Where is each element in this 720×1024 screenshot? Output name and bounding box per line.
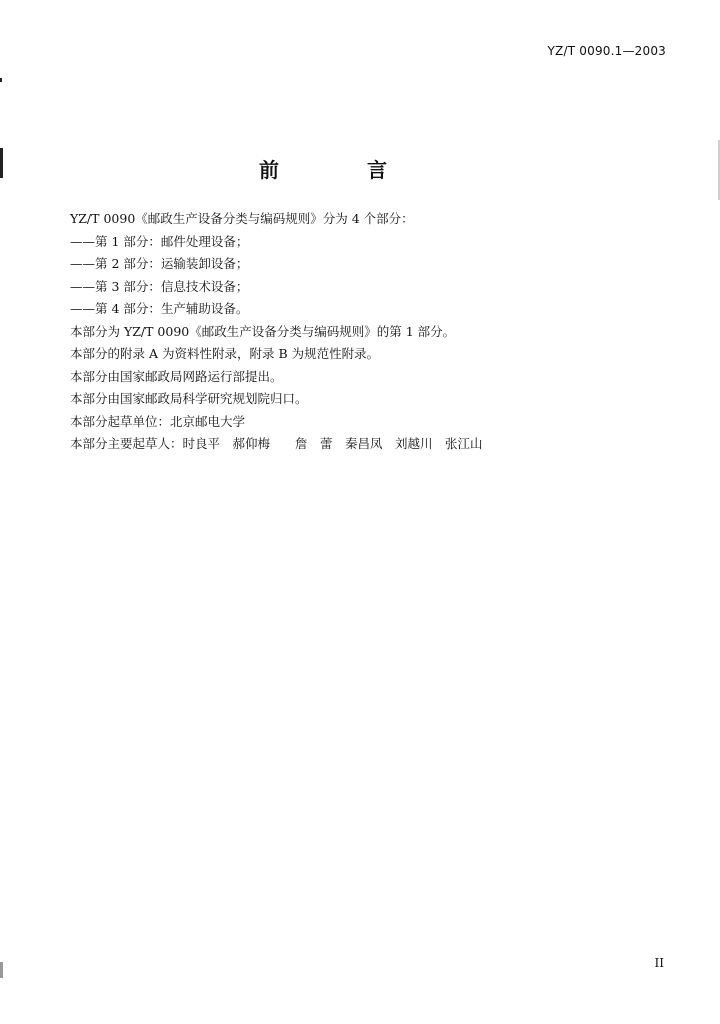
standard-code: YZ/T 0090.1—2003 (547, 44, 666, 58)
paragraph: 本部分由国家邮政局网路运行部提出。 (70, 368, 283, 384)
page-number: II (654, 956, 664, 970)
paragraph: 本部分主要起草人：时良平 郝仰梅 詹 蕾 秦昌凤 刘越川 张江山 (70, 436, 483, 451)
paragraph: 本部分的附录 A 为资料性附录，附录 B 为规范性附录。 (70, 346, 380, 361)
paragraph: ——第 4 部分：生产辅助设备。 (70, 301, 249, 316)
paragraph: 本部分起草单位：北京邮电大学 (70, 413, 246, 429)
paragraph: ——第 1 部分：邮件处理设备； (70, 233, 249, 249)
paragraph: ——第 3 部分：信息技术设备； (70, 278, 249, 294)
scan-edge-mark (0, 78, 2, 82)
paragraph: YZ/T 0090《邮政生产设备分类与编码规则》分为 4 个部分： (70, 211, 414, 226)
paragraph: 本部分为 YZ/T 0090《邮政生产设备分类与编码规则》的第 1 部分。 (70, 323, 456, 339)
scan-edge-mark (0, 962, 3, 978)
paragraph: 本部分由国家邮政局科学研究规划院归口。 (70, 391, 308, 406)
foreword-body (70, 208, 670, 456)
paragraph: ——第 2 部分：运输装卸设备； (70, 256, 249, 271)
page-title: 前 言 (259, 158, 421, 182)
